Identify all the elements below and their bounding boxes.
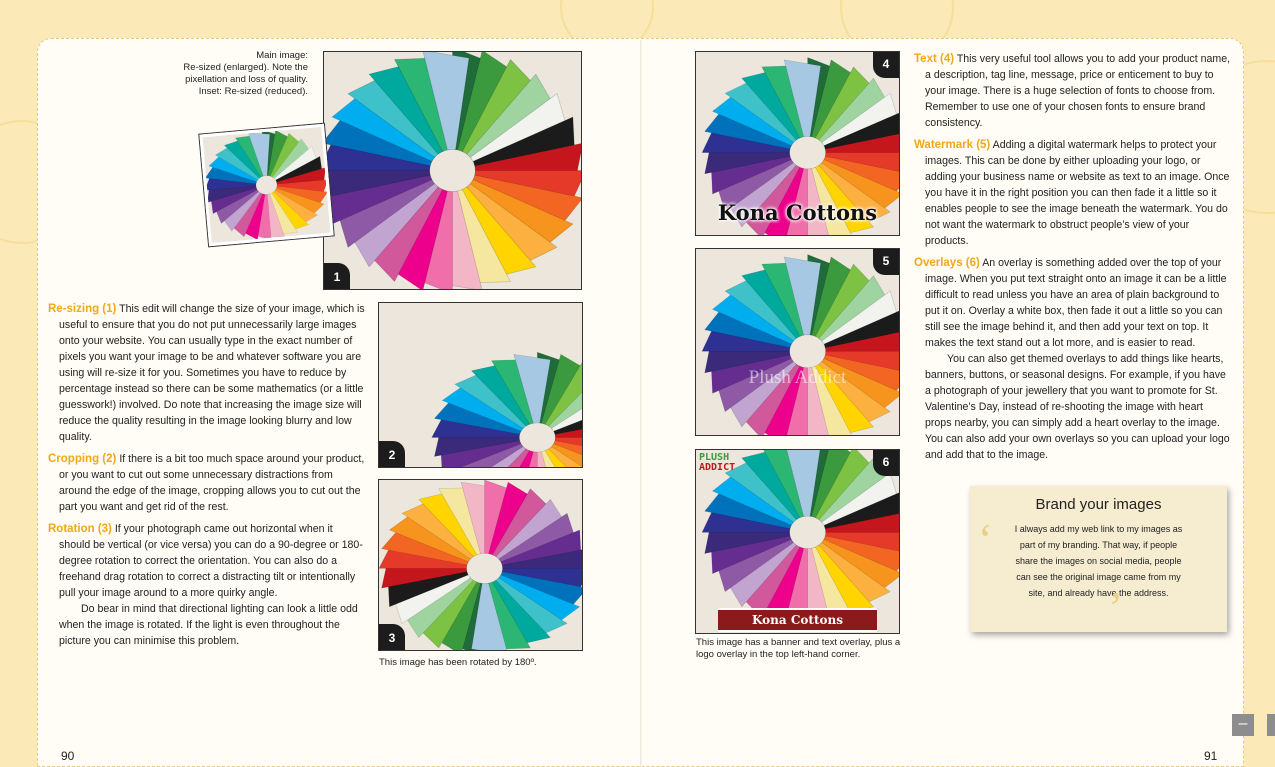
open-quote-icon: ‘: [978, 515, 993, 564]
brand-box-title: Brand your images: [1035, 496, 1162, 513]
close-quote-icon: ’: [1108, 583, 1123, 632]
section-heading-watermark: Watermark (5): [914, 139, 991, 151]
fabric-fan-image: [696, 249, 899, 435]
banner-image-caption: This image has a banner and text overlay, plus a logo overlay in the top left-hand corner.: [696, 637, 901, 660]
section-body-rotation: If your photograph came out horizontal when it should be vertical (or vice versa) you can do a 90-degree or 180-degree rotation to correct the orientation. You can also do a freehand drag rotation to correct a distracting tilt or intentionally pull your image around to a more quirky angle.: [59, 523, 363, 599]
zoom-out-button[interactable]: –: [1232, 714, 1254, 736]
rotated-image-caption: This image has been rotated by 180º.: [379, 657, 537, 668]
page-gutter: [640, 40, 642, 767]
fabric-fan-image: [379, 303, 582, 467]
text-overlay: Kona Cottons: [717, 200, 878, 225]
banner-overlay: Kona Cottons: [718, 608, 877, 632]
fabric-fan-image: [379, 480, 582, 650]
photo-watermark: [695, 248, 900, 436]
section-body-overlays: An overlay is something added over the top of your image. When you put text straight onto an image it can be a little difficult to read unless you have an area of plain background to put it on. Overlay a white box, then fade it out a little so you can still see the image behind it, and then add your text on top. It makes the text stand out a lot more, and is easier to read.: [925, 257, 1227, 349]
photo-banner-overlay: [695, 449, 900, 634]
section-body-resizing: This edit will change the size of your image, which is useful to ensure that you do not put unnecessarily large images onto your website. You can usually type in the exact number of pixels you want your image to be and whatever software you are using will re-size it for you. Sometimes you have to reduce by percentage instead so there can be some mathematics (or a little guesswork!) involved. Do note that increasing the image size will reduce the quality resulting in the image looking blurry and low quality.: [59, 303, 365, 443]
section-body-rotation-2: Do bear in mind that directional lighting can look a little odd when the image is rotated. If the light is even throughout the picture you can minimise this problem.: [59, 603, 358, 647]
section-heading-text: Text (4): [914, 53, 955, 65]
section-heading-rotation: Rotation (3): [48, 523, 112, 535]
fabric-fan-image: [696, 450, 899, 633]
left-column-text: [48, 301, 366, 655]
fabric-fan-image: [203, 127, 331, 243]
section-body-text: This very useful tool allows you to add your product name, a description, tag line, message, price or enticement to buy to your image. There is a huge selection of fonts to choose from. Remember to use one of your chosen fonts to ensure brand consistency.: [925, 53, 1231, 129]
watermark-text: Plush Addict: [748, 367, 847, 388]
fabric-fan-image: [324, 52, 581, 289]
section-heading-resizing: Re-sizing (1): [48, 303, 117, 315]
photo-resized-enlarged: [323, 51, 582, 290]
photo-number-badge: 1: [324, 263, 350, 289]
photo-number-badge: 2: [379, 441, 405, 467]
photo-number-badge: 4: [873, 52, 899, 78]
photo-number-badge: 3: [379, 624, 405, 650]
section-body-watermark: Adding a digital watermark helps to protect your images. This can be done by either uploading your logo, or adding your business name or website as text to an image. Once you have it in the right position you can then fade it a little so it enables people to see the image beneath the watermark. You do not want the watermark to obstruct people’s view of your products.: [925, 139, 1230, 247]
main-image-caption: Main image: Re-sized (enlarged). Note the pixellation and loss of quality. Inset: Re-sized (reduced).: [183, 50, 308, 97]
photo-number-badge: 5: [873, 249, 899, 275]
logo-overlay: PLUSH ADDICT: [699, 452, 736, 473]
photo-resized-reduced-inset: [199, 124, 333, 246]
brand-box-body: I always add my web link to my images as part of my branding. That way, if people share the images on social media, people can see the original image came from my site, and already have the address.: [1014, 524, 1183, 598]
photo-rotated: [378, 479, 583, 651]
section-body-overlays-2: You can also get themed overlays to add things like hearts, banners, buttons, or seasonal designs. For example, if you have a photograph of your jewellery that you want to promote for St. Valentine’s Day, instead of re-shooting the image with heart props nearby, you can simply add a heart overlay to the image. You can also add your own overlays so you can upload your logo and add that to the image.: [925, 353, 1230, 461]
section-heading-overlays: Overlays (6): [914, 257, 980, 269]
photo-number-badge: 6: [873, 450, 899, 476]
right-column-text: [914, 51, 1232, 469]
page-number-right: 91: [1204, 749, 1218, 763]
section-body-cropping: If there is a bit too much space around your product, or you want to cut out some unnecessary distractions from around the edge of the image, cropping allows you to cut out the part you want and get rid of the rest.: [59, 453, 365, 513]
page-number-left: 90: [61, 749, 75, 763]
section-heading-cropping: Cropping (2): [48, 453, 117, 465]
zoom-in-button[interactable]: [1267, 714, 1275, 736]
photo-text-overlay: [695, 51, 900, 236]
brand-your-images-box: [970, 486, 1227, 632]
photo-cropped: [378, 302, 583, 468]
